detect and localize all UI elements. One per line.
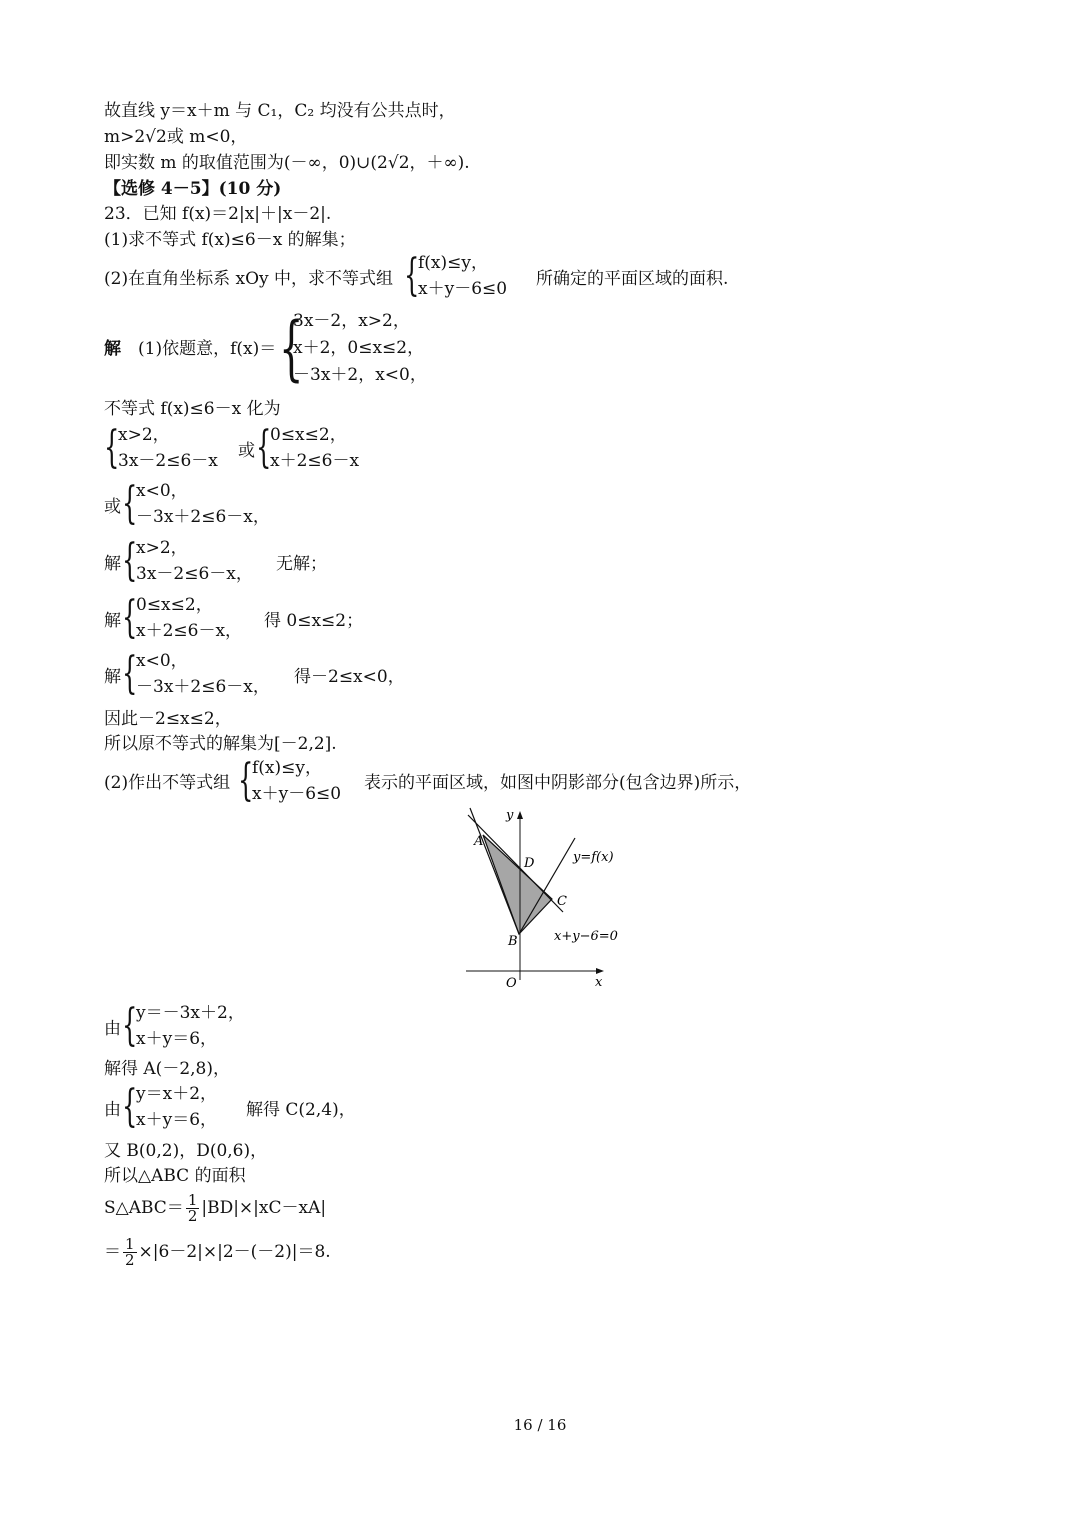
fraction-numerator: 1: [125, 1235, 135, 1253]
inequality-system: { f(x)≤y， x＋y－6≤0: [238, 755, 342, 806]
area-rhs: ×|6－2|×|2－(－2)|＝8.: [138, 1242, 331, 1262]
text-line: 所以原不等式的解集为[－2,2].: [104, 734, 337, 754]
result-text: 无解；: [276, 554, 327, 574]
result-text: 解得 C(2,4)，: [246, 1100, 356, 1120]
system-row: x<0，: [136, 481, 188, 501]
system-row: x＋2≤6－x，: [136, 621, 243, 641]
inequality-system: { x<0， －3x＋2≤6－x，: [122, 478, 270, 529]
label-A: A: [474, 834, 484, 849]
label-x: x: [595, 975, 603, 990]
text-line: 故直线 y＝x＋m 与 C₁，C₂ 均没有公共点时，: [104, 101, 456, 121]
text-line: (1)依题意，f(x)＝: [138, 339, 277, 359]
text-line: 表示的平面区域，如图中阴影部分(包含边界)所示，: [364, 773, 752, 793]
problem-part-1: (1)求不等式 f(x)≤6－x 的解集；: [104, 230, 356, 250]
label-y-fx: y=f(x): [573, 850, 614, 865]
system-row: f(x)≤y，: [418, 253, 488, 273]
system-row: x<0，: [136, 651, 188, 671]
fraction-denominator: 2: [125, 1251, 135, 1269]
area-lhs: S△ABC＝: [104, 1198, 184, 1218]
text-line: 又 B(0,2)，D(0,6)，: [104, 1141, 268, 1161]
problem-part-2-tail: 所确定的平面区域的面积.: [536, 269, 729, 289]
result-text: 得－2≤x<0，: [294, 667, 405, 687]
fraction-numerator: 1: [187, 1191, 198, 1209]
fraction-denominator: 2: [187, 1207, 198, 1225]
piece-row: －3x＋2，x<0，: [293, 365, 427, 385]
y-axis-arrow: [517, 811, 523, 819]
area-formula: [104, 1190, 326, 1226]
system-row: x＋y－6≤0: [418, 279, 508, 299]
solution-label: 解: [104, 339, 121, 359]
label-B: B: [508, 934, 518, 949]
system-row: 0≤x≤2，: [270, 425, 347, 445]
label-origin: O: [506, 976, 517, 991]
problem-part-2: (2)在直角坐标系 xOy 中，求不等式组: [104, 269, 394, 289]
text-solve: 解: [104, 667, 121, 687]
equation-system: { y＝x＋2， x＋y＝6，: [122, 1081, 218, 1132]
result-text: 得 0≤x≤2；: [264, 611, 364, 631]
system-row: x＋y＝6，: [136, 1110, 218, 1130]
page-number: 16 / 16: [513, 1416, 567, 1434]
system-row: －3x＋2≤6－x，: [136, 507, 270, 527]
system-row: x>2，: [118, 425, 170, 445]
piece-row: 3x－2，x>2，: [293, 311, 410, 331]
label-y: y: [506, 808, 514, 823]
region-diagram: [460, 805, 618, 991]
area-lhs: ＝: [104, 1242, 121, 1262]
inequality-system: { 0≤x≤2， x＋2≤6－x，: [122, 592, 243, 643]
system-row: y＝x＋2，: [136, 1084, 218, 1104]
system-row: 0≤x≤2，: [136, 595, 213, 615]
text-line: 因此－2≤x≤2，: [104, 709, 232, 729]
system-row: x>2，: [136, 538, 188, 558]
piece-row: x＋2，0≤x≤2，: [293, 338, 425, 358]
problem-statement: 23．已知 f(x)＝2|x|＋|x－2|.: [104, 204, 332, 224]
section-heading: 【选修 4－5】(10 分): [104, 179, 282, 199]
text-line: 即实数 m 的取值范围为(－∞，0)∪(2√2，＋∞).: [104, 153, 470, 173]
inequality-system: { x<0， －3x＋2≤6－x，: [122, 648, 270, 699]
text-line: m>2√2或 m<0，: [104, 127, 248, 147]
text-solve: 解: [104, 554, 121, 574]
system-row: 3x－2≤6－x，: [136, 564, 253, 584]
inequality-system: { f(x)≤y， x＋y－6≤0: [404, 250, 508, 301]
label-D: D: [524, 856, 535, 871]
system-row: x＋y＝6，: [136, 1029, 218, 1049]
piecewise-function: { 3x－2，x>2， x＋2，0≤x≤2， －3x＋2，x<0，: [279, 307, 427, 389]
system-row: f(x)≤y，: [252, 758, 322, 778]
equation-system: { y＝－3x＋2， x＋y＝6，: [122, 1000, 245, 1051]
area-rhs: |BD|×|xC－xA|: [201, 1198, 327, 1218]
system-row: y＝－3x＋2，: [136, 1003, 245, 1023]
shaded-region: [483, 835, 552, 934]
text-by: 由: [104, 1019, 121, 1039]
text-or: 或: [238, 441, 255, 461]
inequality-system: { x>2， 3x－2≤6－x，: [122, 535, 253, 586]
text-line: 解得 A(－2,8)，: [104, 1059, 230, 1079]
x-axis-arrow: [596, 968, 604, 974]
fraction-half: [186, 1193, 200, 1224]
system-row: x＋2≤6－x: [270, 451, 360, 471]
text-by: 由: [104, 1100, 121, 1120]
system-row: 3x－2≤6－x: [118, 451, 218, 471]
text-line: 不等式 f(x)≤6－x 化为: [104, 399, 281, 419]
inequality-system: { 0≤x≤2， x＋2≤6－x: [256, 422, 360, 473]
text-line: (2)作出不等式组: [104, 773, 231, 793]
text-line: 所以△ABC 的面积: [104, 1166, 246, 1186]
inequality-system: { x>2， 3x－2≤6－x: [104, 422, 218, 473]
text-or: 或: [104, 497, 121, 517]
system-row: x＋y－6≤0: [252, 784, 342, 804]
text-solve: 解: [104, 611, 121, 631]
area-result: [104, 1234, 331, 1270]
fraction-half: [123, 1237, 137, 1268]
system-row: －3x＋2≤6－x，: [136, 677, 270, 697]
label-C: C: [557, 894, 567, 909]
label-line: x+y−6=0: [554, 929, 618, 944]
